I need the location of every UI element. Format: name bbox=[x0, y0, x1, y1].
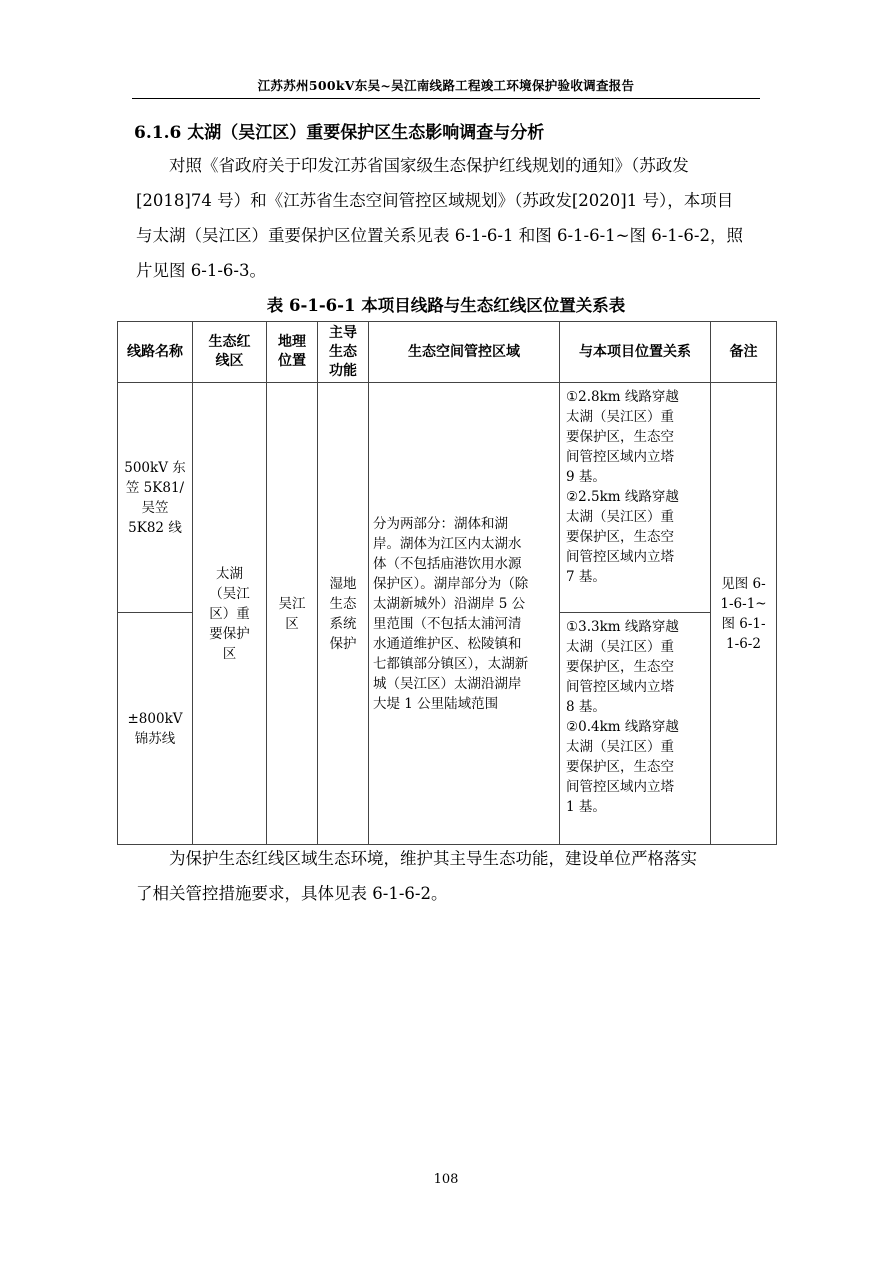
header-location: 地理 位置 bbox=[267, 322, 318, 383]
section-title: 6.1.6 太湖（吴江区）重要保护区生态影响调查与分析 bbox=[134, 123, 545, 143]
scope-cell: 分为两部分：湖体和湖 岸。湖体为江区内太湖水 体（不包括庙港饮用水源 保护区）。湖岸部分为（除 太湖新城外）沿湖岸 5 公 里范围（不包括太浦河清 水通道维护区、松陵镇和 七都镇部分镇区），太湖新 城（吴江区）太湖沿湖岸 大堤 1 公里陆域范围 bbox=[369, 383, 560, 845]
header-redline: 生态红 线区 bbox=[193, 322, 267, 383]
position-relation-table bbox=[117, 321, 777, 845]
remark-cell: 见图 6- 1-6-1~ 图 6-1- 1-6-2 bbox=[711, 383, 777, 845]
paragraph-line: 片见图 6-1-6-3。 bbox=[136, 261, 266, 280]
relation-cell: ①2.8km 线路穿越 太湖（吴江区）重 要保护区，生态空 间管控区域内立塔 9 基。 ②2.5km 线路穿越 太湖（吴江区）重 要保护区，生态空 间管控区域内立塔 7 基。 bbox=[560, 383, 711, 613]
page-number: 108 bbox=[433, 1172, 459, 1187]
function-cell: 湿地 生态 系统 保护 bbox=[318, 383, 369, 845]
redline-cell: 太湖 （吴江 区）重 要保护 区 bbox=[193, 383, 267, 845]
paragraph-line: 与太湖（吴江区）重要保护区位置关系见表 6-1-6-1 和图 6-1-6-1~图 6-1-6-2，照 bbox=[136, 226, 743, 245]
location-cell: 吴江 区 bbox=[267, 383, 318, 845]
header-relation: 与本项目位置关系 bbox=[560, 322, 711, 383]
intro-paragraph bbox=[136, 148, 762, 288]
header-function: 主导 生态 功能 bbox=[318, 322, 369, 383]
header-line-name: 线路名称 bbox=[118, 322, 193, 383]
header-scope: 生态空间管控区域 bbox=[369, 322, 560, 383]
paragraph-line: 为保护生态红线区域生态环境，维护其主导生态功能，建设单位严格落实 bbox=[169, 849, 697, 868]
header-remark: 备注 bbox=[711, 322, 777, 383]
paragraph-line: 了相关管控措施要求，具体见表 6-1-6-2。 bbox=[136, 884, 448, 903]
table-header-row bbox=[118, 322, 777, 383]
closing-paragraph bbox=[136, 841, 762, 911]
paragraph-line: 对照《省政府关于印发江苏省国家级生态保护红线规划的通知》（苏政发 bbox=[169, 156, 689, 175]
table-caption: 表 6-1-6-1 本项目线路与生态红线区位置关系表 bbox=[266, 296, 626, 315]
running-header: 江苏苏州500kV东吴~吴江南线路工程竣工环境保护验收调查报告 bbox=[132, 74, 760, 99]
relation-cell: ①3.3km 线路穿越 太湖（吴江区）重 要保护区，生态空 间管控区域内立塔 8 基。 ②0.4km 线路穿越 太湖（吴江区）重 要保护区，生态空 间管控区域内立塔 1 基。 bbox=[560, 613, 711, 845]
line-name-cell: ±800kV 锦苏线 bbox=[118, 613, 193, 845]
line-name-cell: 500kV 东 笠 5K81/ 吴笠 5K82 线 bbox=[118, 383, 193, 613]
paragraph-line: [2018]74 号）和《江苏省生态空间管控区域规划》（苏政发[2020]1 号），本项目 bbox=[136, 191, 734, 210]
table-row bbox=[118, 383, 777, 613]
